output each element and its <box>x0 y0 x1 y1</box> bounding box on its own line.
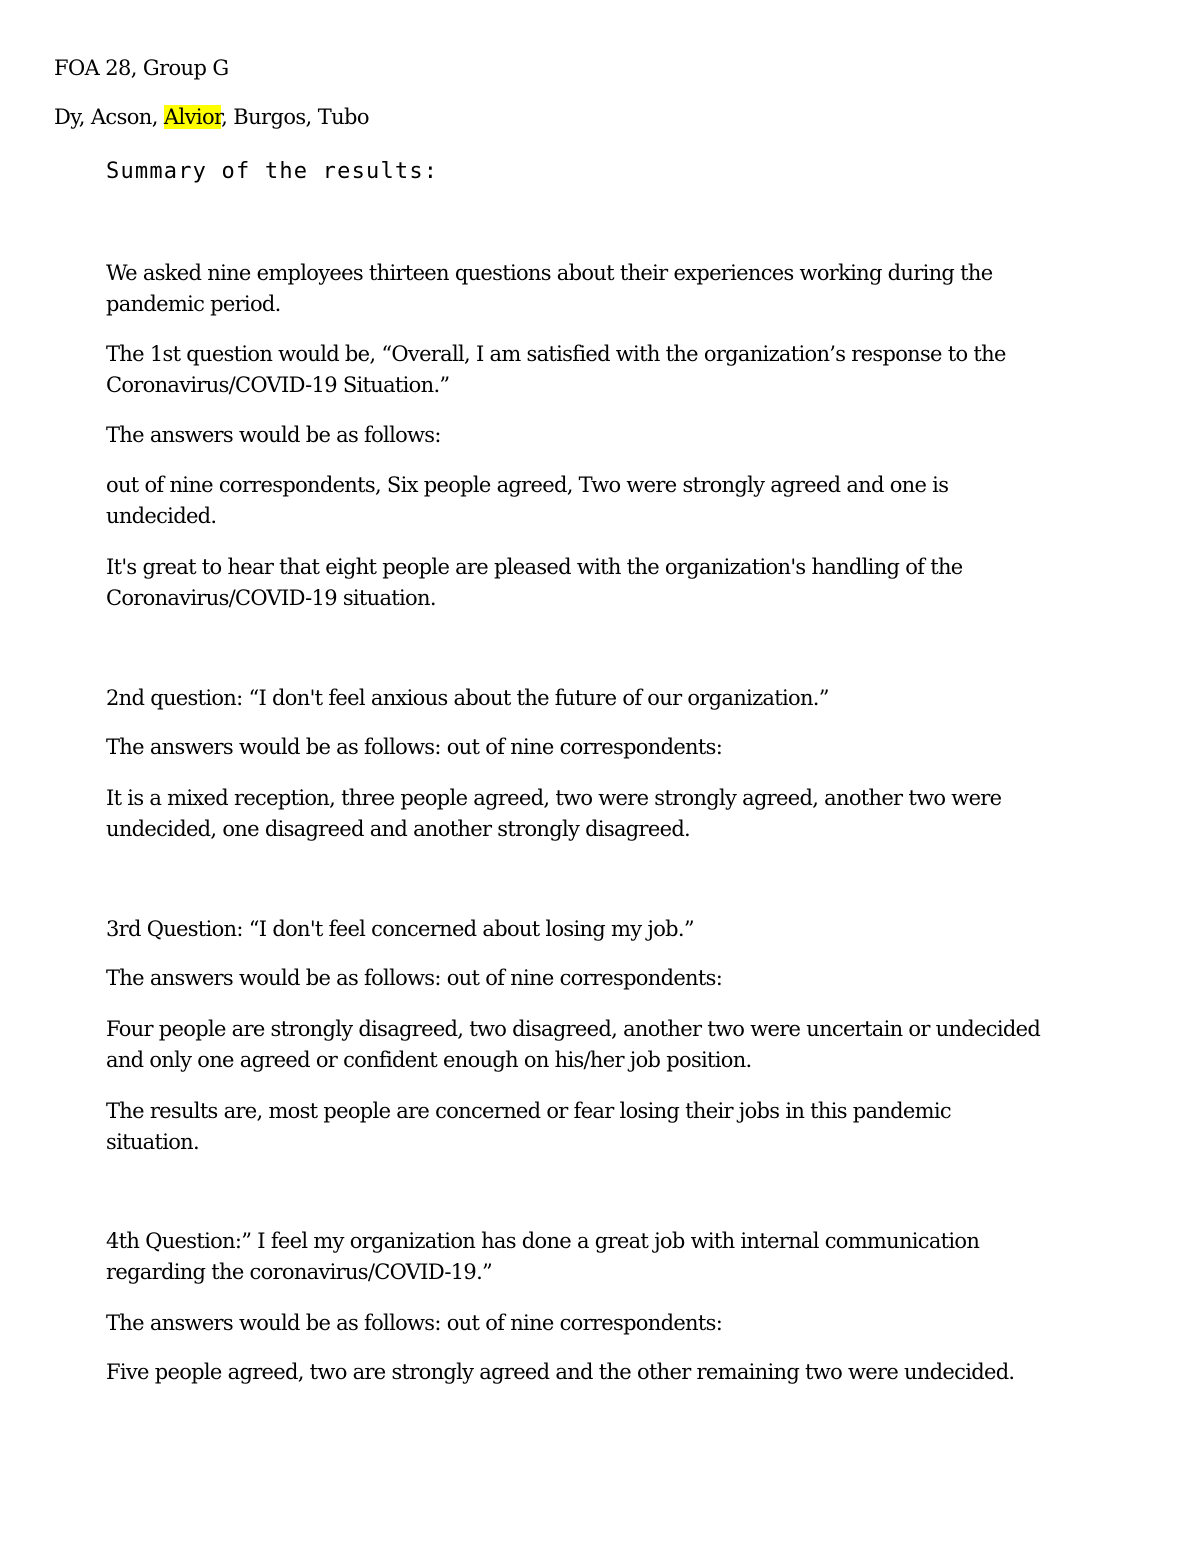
course-group-line: FOA 28, Group G <box>54 56 229 80</box>
q3-conclusion: The results are, most people are concerned or fear losing their jobs in this pandemic situation. <box>106 1099 951 1154</box>
q4-question: 4th Question:” I feel my organization has done a great job with internal communication regarding the coronavirus/COVID-19.” <box>106 1229 980 1284</box>
members-before: Dy, Acson, <box>54 105 164 129</box>
q2-question: 2nd question: “I don't feel anxious about the future of our organization.” <box>106 686 829 710</box>
q3-answers: Four people are strongly disagreed, two disagreed, another two were uncertain or undecided and only one agreed or confident enough on his/her job position. <box>106 1017 1041 1072</box>
q4-answers-intro: The answers would be as follows: out of nine correspondents: <box>106 1311 723 1335</box>
q1-question: The 1st question would be, “Overall, I am satisfied with the organization’s response to the Coronavirus/COVID-19 Situation.” <box>106 342 1006 397</box>
q3-answers-intro: The answers would be as follows: out of nine correspondents: <box>106 966 723 990</box>
members-after: , Burgos, Tubo <box>221 105 369 129</box>
q4-answers: Five people agreed, two are strongly agreed and the other remaining two were undecided. <box>106 1360 1015 1384</box>
q1-conclusion: It's great to hear that eight people are pleased with the organization's handling of the Coronavirus/COVID-19 situation. <box>106 555 963 610</box>
summary-title: Summary of the results: <box>106 159 439 184</box>
q3-question: 3rd Question: “I don't feel concerned about losing my job.” <box>106 917 694 941</box>
q1-answers: out of nine correspondents, Six people agreed, Two were strongly agreed and one is undecided. <box>106 473 949 528</box>
intro-paragraph: We asked nine employees thirteen questions about their experiences working during the pandemic period. <box>106 261 993 316</box>
q2-answers-intro: The answers would be as follows: out of nine correspondents: <box>106 735 723 759</box>
q2-answers: It is a mixed reception, three people agreed, two were strongly agreed, another two were undecided, one disagreed and another strongly disagreed. <box>106 786 1002 841</box>
group-members-line <box>54 103 369 131</box>
highlighted-member-name: Alvior <box>163 105 222 129</box>
q1-answers-intro: The answers would be as follows: <box>106 423 441 447</box>
